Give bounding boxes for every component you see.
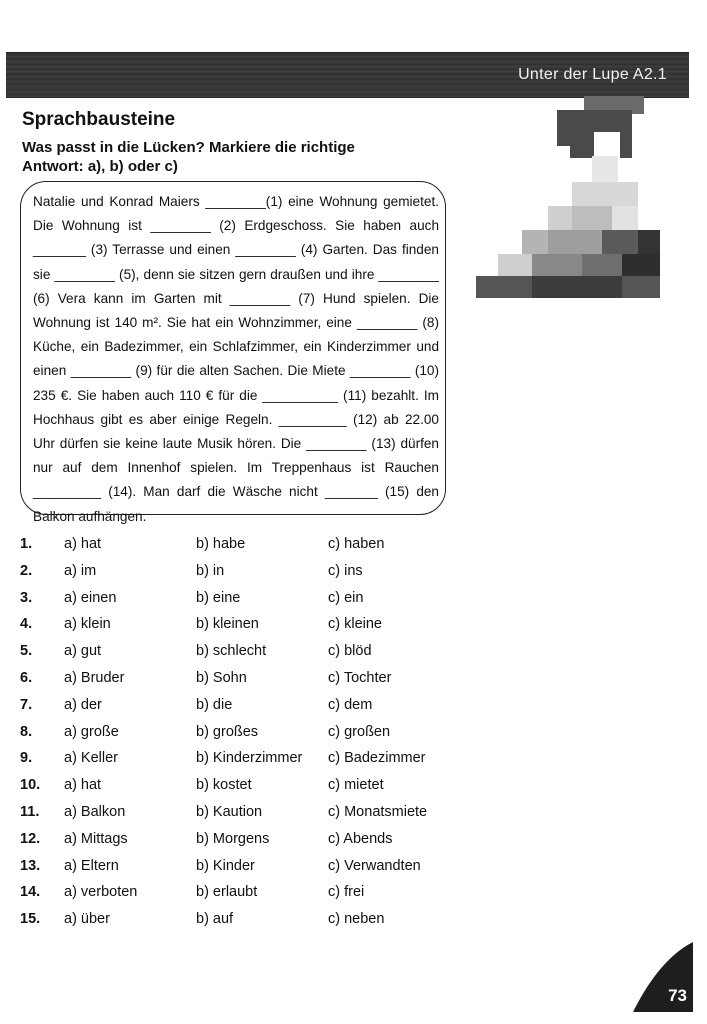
option-c[interactable]: c) Verwandten bbox=[328, 857, 421, 874]
option-a[interactable]: a) der bbox=[64, 696, 102, 713]
option-a[interactable]: a) Mittags bbox=[64, 830, 128, 847]
option-a[interactable]: a) im bbox=[64, 562, 97, 579]
question-number: 1. bbox=[20, 536, 33, 552]
question-number: 13. bbox=[20, 857, 41, 874]
question-number: 8. bbox=[20, 723, 33, 740]
option-b[interactable]: b) großes bbox=[196, 723, 259, 740]
option-b[interactable]: b) kostet bbox=[196, 777, 252, 794]
option-c[interactable]: c) frei bbox=[328, 884, 365, 901]
answer-row bbox=[0, 536, 707, 556]
question-number: 3. bbox=[20, 589, 33, 606]
answer-row bbox=[0, 563, 707, 583]
answer-row bbox=[0, 884, 707, 904]
option-a[interactable]: a) Bruder bbox=[64, 670, 125, 686]
option-b[interactable]: b) Kinderzimmer bbox=[196, 750, 303, 767]
header-title: Unter der Lupe A2.1 bbox=[518, 66, 667, 83]
option-a[interactable]: a) über bbox=[64, 911, 110, 928]
answer-row bbox=[0, 670, 707, 690]
question-number: 10. bbox=[20, 777, 41, 794]
option-c[interactable]: c) neben bbox=[328, 911, 385, 928]
option-b[interactable]: b) Morgens bbox=[196, 830, 270, 847]
option-c[interactable]: c) blöd bbox=[328, 643, 372, 660]
option-b[interactable]: b) Kinder bbox=[196, 857, 255, 874]
question-number: 11. bbox=[20, 804, 40, 820]
option-c[interactable]: c) großen bbox=[328, 723, 391, 740]
option-a[interactable]: a) verboten bbox=[64, 884, 138, 901]
header-bar bbox=[6, 52, 689, 98]
answer-row bbox=[0, 911, 707, 931]
question-number: 6. bbox=[20, 670, 33, 686]
option-b[interactable]: b) erlaubt bbox=[196, 884, 258, 901]
option-b[interactable]: b) in bbox=[196, 562, 225, 579]
option-a[interactable]: a) große bbox=[64, 723, 119, 740]
cloze-paragraph: Natalie und Konrad Maiers ________(1) eine Wohnung gemietet. Die Wohnung ist ________ (2) Erdgeschoss. Sie haben auch _______ (3) Terrasse und einen ________ (4) Garten. Das finden sie ________ (5), denn sie sitzen gern draußen und ihre ________ (6) Vera kann im Garten mit ________ (7) Hund spielen. Die Wohnung ist 140 m². Sie hat ein Wohnzimmer, eine ________ (8) Küche, ein Badezimmer, ein Schlafzimmer, ein Kinderzimmer und einen ________ (9) für die alten Sachen. Die Miete ________ (10) 235 €. Sie haben auch 110 € für die __________ (11) bezahlt. Im Hochhaus gibt es aber einige Regeln. _________ (12) ab 22.00 Uhr dürfen sie keine laute Musik hören. Die ________ (13) dürfen nur auf dem Innenhof spielen. Im Treppenhaus ist Rauchen _________ (14). Man darf die Wäsche nicht _______ (15) den Balkon aufhängen. bbox=[33, 194, 439, 524]
option-c[interactable]: c) haben bbox=[328, 536, 385, 552]
instruction-text: Was passt in die Lücken? Markiere die richtige Antwort: a), b) oder c) bbox=[22, 139, 355, 175]
answer-row bbox=[0, 831, 707, 851]
option-a[interactable]: a) einen bbox=[64, 589, 117, 606]
option-b[interactable]: b) kleinen bbox=[196, 616, 259, 633]
question-number: 5. bbox=[20, 643, 33, 660]
option-a[interactable]: a) Keller bbox=[64, 750, 118, 767]
question-number: 12. bbox=[20, 830, 41, 847]
option-c[interactable]: c) ein bbox=[328, 589, 364, 606]
option-b[interactable]: b) eine bbox=[196, 589, 241, 606]
option-a[interactable]: a) hat bbox=[64, 536, 102, 552]
option-a[interactable]: a) hat bbox=[64, 777, 102, 794]
question-number: 4. bbox=[20, 616, 33, 633]
answer-row bbox=[0, 750, 707, 770]
answer-row bbox=[0, 777, 707, 797]
question-number: 2. bbox=[20, 562, 33, 579]
option-b[interactable]: b) Kaution bbox=[196, 804, 263, 820]
option-c[interactable]: c) Tochter bbox=[328, 670, 392, 686]
option-b[interactable]: b) habe bbox=[196, 536, 246, 552]
option-c[interactable]: c) mietet bbox=[328, 777, 384, 794]
option-c[interactable]: c) Abends bbox=[328, 830, 393, 847]
answer-row bbox=[0, 616, 707, 636]
option-b[interactable]: b) auf bbox=[196, 911, 234, 928]
option-c[interactable]: c) kleine bbox=[328, 616, 382, 633]
answer-row bbox=[0, 804, 707, 824]
answer-row bbox=[0, 697, 707, 717]
question-number: 14. bbox=[20, 884, 41, 901]
answer-row bbox=[0, 858, 707, 878]
answer-row bbox=[0, 643, 707, 663]
page-number: 73 bbox=[668, 986, 687, 1005]
option-c[interactable]: c) Monatsmiete bbox=[328, 804, 428, 820]
option-a[interactable]: a) Balkon bbox=[64, 804, 126, 820]
option-c[interactable]: c) dem bbox=[328, 696, 373, 713]
option-a[interactable]: a) Eltern bbox=[64, 857, 119, 874]
option-b[interactable]: b) Sohn bbox=[196, 670, 247, 686]
puzzle-stairs-illustration bbox=[472, 96, 664, 301]
answer-row bbox=[0, 724, 707, 744]
option-a[interactable]: a) gut bbox=[64, 643, 102, 660]
option-b[interactable]: b) die bbox=[196, 696, 233, 713]
section-title: Sprachbausteine bbox=[22, 109, 176, 130]
option-c[interactable]: c) Badezimmer bbox=[328, 750, 426, 767]
option-b[interactable]: b) schlecht bbox=[196, 643, 267, 660]
option-a[interactable]: a) klein bbox=[64, 616, 111, 633]
option-c[interactable]: c) ins bbox=[328, 562, 363, 579]
question-number: 9. bbox=[20, 750, 33, 767]
cloze-text-box bbox=[20, 181, 446, 524]
question-number: 7. bbox=[20, 696, 33, 713]
answer-row bbox=[0, 590, 707, 610]
question-number: 15. bbox=[20, 911, 41, 928]
